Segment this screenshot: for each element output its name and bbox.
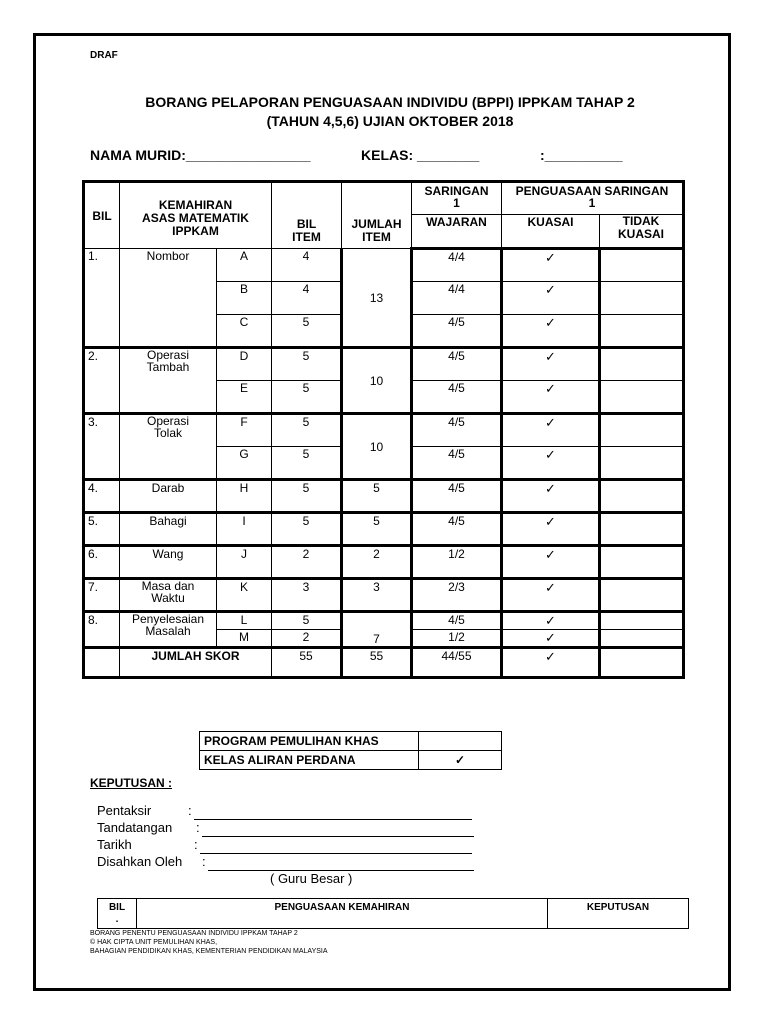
- footer-bil: [98, 899, 137, 929]
- header-score: WAJARAN: [412, 215, 502, 249]
- approved-by-label: Disahkan Oleh: [97, 854, 183, 869]
- header-total-items: [342, 182, 412, 249]
- not-master-cell: [600, 630, 684, 648]
- total-score: 44/55: [412, 648, 502, 678]
- group-skill: [120, 612, 217, 648]
- footer-mastery: PENGUASAAN KEMAHIRAN: [137, 899, 548, 929]
- header-screening-line1: SARINGAN: [424, 184, 489, 198]
- group-skill-line2: Waktu: [151, 591, 185, 605]
- group-total: 10: [342, 348, 412, 414]
- master-check: ✓: [502, 579, 600, 612]
- header-mastery: [502, 182, 684, 215]
- group-skill-line2: Masalah: [145, 624, 191, 638]
- not-master-cell: [600, 480, 684, 513]
- not-master-cell: [600, 447, 684, 480]
- total-items: 55: [342, 648, 412, 678]
- header-item-count-line1: BIL: [296, 217, 317, 231]
- header-mastery-line2: 1: [588, 196, 596, 210]
- group-skill: [120, 414, 217, 480]
- group-total: 13: [342, 249, 412, 348]
- group-no: 6.: [84, 546, 120, 579]
- master-check: ✓: [502, 315, 600, 348]
- score: 1/2: [412, 630, 502, 648]
- group-no: 3.: [84, 414, 120, 480]
- header-item-count-line2: ITEM: [292, 230, 321, 244]
- student-name-field[interactable]: NAMA MURID:________________: [90, 147, 311, 163]
- group-total: 3: [342, 579, 412, 612]
- total-master-check: ✓: [502, 648, 600, 678]
- group-skill-line2: Tolak: [153, 426, 182, 440]
- footer-decision: KEPUTUSAN: [548, 899, 689, 929]
- master-check: ✓: [502, 513, 600, 546]
- group-no: 7.: [84, 579, 120, 612]
- skill-code: I: [217, 513, 272, 546]
- master-check: ✓: [502, 546, 600, 579]
- skill-code: L: [217, 612, 272, 630]
- assessor-colon: :: [188, 803, 192, 818]
- group-skill: Darab: [120, 480, 217, 513]
- score: 4/5: [412, 348, 502, 381]
- item-count: 5: [272, 381, 342, 414]
- skill-code: K: [217, 579, 272, 612]
- program-mainstream-check[interactable]: ✓: [419, 751, 502, 770]
- item-count: 4: [272, 249, 342, 282]
- not-master-cell: [600, 381, 684, 414]
- item-count: 5: [272, 348, 342, 381]
- master-check: ✓: [502, 612, 600, 630]
- assessor-label: Pentaksir: [97, 803, 152, 818]
- score: 4/4: [412, 249, 502, 282]
- total-label: JUMLAH SKOR: [120, 648, 272, 678]
- footer-bil-text: BIL: [108, 902, 126, 913]
- footer-bil-dot: .: [115, 914, 119, 925]
- master-check: ✓: [502, 414, 600, 447]
- master-check: ✓: [502, 348, 600, 381]
- not-master-cell: [600, 579, 684, 612]
- draft-label: DRAF: [90, 50, 118, 61]
- not-master-cell: [600, 612, 684, 630]
- header-screening: [412, 182, 502, 215]
- header-not-master: [600, 215, 684, 249]
- group-skill: Nombor: [120, 249, 217, 348]
- footnote-line3: BAHAGIAN PENDIDIKAN KHAS, KEMENTERIAN PENDIDIKAN MALAYSIA: [90, 948, 328, 955]
- header-skill-line2: ASAS MATEMATIK: [142, 211, 249, 225]
- master-check: ✓: [502, 630, 600, 648]
- skill-code: G: [217, 447, 272, 480]
- class-field[interactable]: KELAS: ________: [361, 147, 480, 163]
- skill-code: A: [217, 249, 272, 282]
- footnote-line2: © HAK CIPTA UNIT PEMULIHAN KHAS,: [90, 939, 218, 946]
- score: 4/5: [412, 612, 502, 630]
- group-total: 5: [342, 480, 412, 513]
- item-count: 5: [272, 612, 342, 630]
- group-skill-line2: Tambah: [146, 360, 190, 374]
- decision-label: KEPUTUSAN :: [90, 776, 173, 790]
- score: 4/4: [412, 282, 502, 315]
- group-total: 2: [342, 546, 412, 579]
- score: 4/5: [412, 315, 502, 348]
- form-title: BORANG PELAPORAN PENGUASAAN INDIVIDU (BPPI) IPPKAM TAHAP 2: [145, 94, 635, 110]
- master-check: ✓: [502, 480, 600, 513]
- score: 1/2: [412, 546, 502, 579]
- group-no: 2.: [84, 348, 120, 414]
- group-no: 1.: [84, 249, 120, 348]
- date-line[interactable]: [200, 853, 472, 854]
- score: 4/5: [412, 480, 502, 513]
- item-count: 2: [272, 546, 342, 579]
- approved-by-colon: :: [202, 854, 206, 869]
- skill-code: H: [217, 480, 272, 513]
- item-count: 5: [272, 513, 342, 546]
- header-mastery-line1: PENGUASAAN SARINGAN: [515, 184, 669, 198]
- date-colon: :: [194, 837, 198, 852]
- skill-code: D: [217, 348, 272, 381]
- group-skill: Wang: [120, 546, 217, 579]
- master-check: ✓: [502, 249, 600, 282]
- header-item-count: [272, 182, 342, 249]
- group-no: 5.: [84, 513, 120, 546]
- item-count: 5: [272, 414, 342, 447]
- not-master-cell: [600, 513, 684, 546]
- total-item-count: 55: [272, 648, 342, 678]
- program-table: [199, 731, 502, 770]
- skill-code: B: [217, 282, 272, 315]
- group-skill-line1: Operasi: [146, 414, 190, 428]
- skill-code: M: [217, 630, 272, 648]
- item-count: 5: [272, 480, 342, 513]
- item-count: 4: [272, 282, 342, 315]
- skill-code: E: [217, 381, 272, 414]
- header-not-master-line2: KUASAI: [617, 227, 664, 241]
- header-skill-line3: IPPKAM: [172, 224, 219, 238]
- score: 2/3: [412, 579, 502, 612]
- header-not-master-line1: TIDAK: [622, 214, 660, 228]
- group-total: 7: [342, 612, 412, 648]
- header-skill-line1: KEMAHIRAN: [158, 198, 233, 212]
- group-skill: [120, 348, 217, 414]
- program-remedial-label: PROGRAM PEMULIHAN KHAS: [200, 732, 419, 751]
- total-not-master-cell: [600, 648, 684, 678]
- header-bil: BIL: [84, 182, 120, 249]
- header-total-items-line1: JUMLAH: [351, 217, 402, 231]
- not-master-cell: [600, 414, 684, 447]
- header-screening-line2: 1: [453, 196, 460, 210]
- master-check: ✓: [502, 381, 600, 414]
- item-count: 5: [272, 315, 342, 348]
- footnote-line1: BORANG PENENTU PENGUASAAN INDIVIDU IPPKAM TAHAP 2: [90, 930, 298, 937]
- date-label: Tarikh: [97, 837, 132, 852]
- group-skill: [120, 579, 217, 612]
- form-subtitle: (TAHUN 4,5,6) UJIAN OKTOBER 2018: [266, 113, 514, 129]
- skill-code: J: [217, 546, 272, 579]
- program-remedial-value[interactable]: [419, 732, 502, 751]
- not-master-cell: [600, 348, 684, 381]
- total-bil-cell: [84, 648, 120, 678]
- not-master-cell: [600, 249, 684, 282]
- item-count: 3: [272, 579, 342, 612]
- header-master: KUASAI: [502, 215, 600, 249]
- header-skill: [120, 182, 272, 249]
- signature-line[interactable]: [202, 836, 474, 837]
- score: 4/5: [412, 414, 502, 447]
- group-total: 10: [342, 414, 412, 480]
- group-total: 5: [342, 513, 412, 546]
- program-mainstream-label: KELAS ALIRAN PERDANA: [200, 751, 419, 770]
- group-skill-line1: Operasi: [146, 348, 190, 362]
- item-count: 2: [272, 630, 342, 648]
- group-no: 4.: [84, 480, 120, 513]
- group-skill-line1: Masa dan: [141, 579, 195, 593]
- score: 4/5: [412, 381, 502, 414]
- not-master-cell: [600, 282, 684, 315]
- skill-code: C: [217, 315, 272, 348]
- master-check: ✓: [502, 447, 600, 480]
- group-skill: Bahagi: [120, 513, 217, 546]
- score: 4/5: [412, 447, 502, 480]
- mastery-table: [82, 180, 685, 679]
- headmaster-label: ( Guru Besar ): [270, 871, 353, 886]
- footer-table: [97, 898, 689, 929]
- signature-colon: :: [196, 820, 200, 835]
- extra-field[interactable]: :__________: [540, 147, 623, 163]
- signature-label: Tandatangan: [97, 820, 173, 835]
- score: 4/5: [412, 513, 502, 546]
- header-total-items-line2: ITEM: [362, 230, 391, 244]
- assessor-line[interactable]: [194, 819, 472, 820]
- master-check: ✓: [502, 282, 600, 315]
- item-count: 5: [272, 447, 342, 480]
- group-skill-line1: Penyelesaian: [131, 612, 205, 626]
- group-no: 8.: [84, 612, 120, 648]
- not-master-cell: [600, 546, 684, 579]
- not-master-cell: [600, 315, 684, 348]
- skill-code: F: [217, 414, 272, 447]
